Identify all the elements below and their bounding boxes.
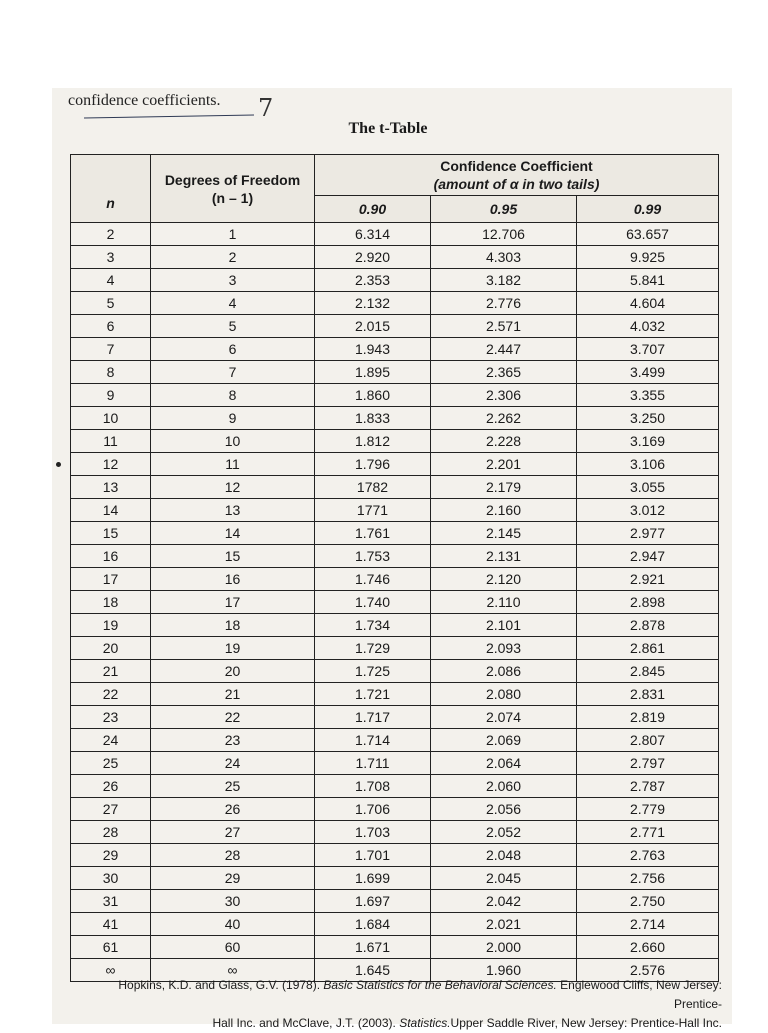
cell-099: 2.660: [577, 936, 719, 959]
table-row: [71, 361, 719, 384]
table-row: [71, 499, 719, 522]
cell-090: 1.703: [315, 821, 431, 844]
table-row: [71, 430, 719, 453]
cell-df: 27: [151, 821, 315, 844]
cell-n: 3: [71, 246, 151, 269]
cell-n: 28: [71, 821, 151, 844]
cell-090: 2.015: [315, 315, 431, 338]
cell-099: 2.831: [577, 683, 719, 706]
cell-df: 3: [151, 269, 315, 292]
cell-090: 1.746: [315, 568, 431, 591]
cell-095: 2.021: [431, 913, 577, 936]
cell-n: 11: [71, 430, 151, 453]
table-row: [71, 821, 719, 844]
cell-099: 3.250: [577, 407, 719, 430]
cell-090: 1.725: [315, 660, 431, 683]
cell-095: 2.093: [431, 637, 577, 660]
cell-099: 2.779: [577, 798, 719, 821]
cell-095: 2.064: [431, 752, 577, 775]
table-row: [71, 407, 719, 430]
cell-099: 63.657: [577, 223, 719, 246]
cell-090: 1.761: [315, 522, 431, 545]
cell-df: 26: [151, 798, 315, 821]
citation-part1: Hopkins, K.D. and Glass, G.V. (1978).: [118, 978, 324, 992]
cell-df: 29: [151, 867, 315, 890]
cell-n: 6: [71, 315, 151, 338]
citation: [70, 976, 722, 1033]
cell-099: 2.977: [577, 522, 719, 545]
cell-095: 2.110: [431, 591, 577, 614]
cell-099: 2.878: [577, 614, 719, 637]
cell-n: 5: [71, 292, 151, 315]
cell-090: 1.943: [315, 338, 431, 361]
cell-090: 1771: [315, 499, 431, 522]
cell-095: 2.262: [431, 407, 577, 430]
cell-df: 13: [151, 499, 315, 522]
cell-df: 30: [151, 890, 315, 913]
cell-095: 2.042: [431, 890, 577, 913]
cell-090: 1.684: [315, 913, 431, 936]
cell-df: 23: [151, 729, 315, 752]
margin-mark: [56, 462, 61, 467]
citation-part2: Englewood Cliffs, New Jersey: Prentice-: [556, 978, 722, 1011]
cell-n: 8: [71, 361, 151, 384]
cell-095: 1.960: [431, 959, 577, 982]
cell-df: 20: [151, 660, 315, 683]
citation-part3: Hall Inc. and McClave, J.T. (2003).: [212, 1016, 400, 1030]
cell-df: 5: [151, 315, 315, 338]
cell-n: 31: [71, 890, 151, 913]
cell-090: 1.714: [315, 729, 431, 752]
cell-090: 1.706: [315, 798, 431, 821]
cell-090: 1.717: [315, 706, 431, 729]
cell-df: 14: [151, 522, 315, 545]
table-row: [71, 706, 719, 729]
table-row: [71, 683, 719, 706]
cell-df: 10: [151, 430, 315, 453]
cell-095: 2.060: [431, 775, 577, 798]
table-row: [71, 844, 719, 867]
cell-df: 60: [151, 936, 315, 959]
citation-part4: Upper Saddle River, New Jersey: Prentice-Hall Inc.: [450, 1016, 722, 1030]
t-table-container: [70, 154, 718, 982]
cell-df: 2: [151, 246, 315, 269]
cell-095: 2.000: [431, 936, 577, 959]
cell-095: 2.145: [431, 522, 577, 545]
cell-095: 2.056: [431, 798, 577, 821]
table-row: [71, 545, 719, 568]
table-body: [71, 223, 719, 982]
cell-df: 8: [151, 384, 315, 407]
table-row: [71, 315, 719, 338]
cell-090: 1.697: [315, 890, 431, 913]
cell-df: 15: [151, 545, 315, 568]
cell-099: 5.841: [577, 269, 719, 292]
table-row: [71, 660, 719, 683]
header-degrees-of-freedom: [151, 155, 315, 223]
cell-099: 2.714: [577, 913, 719, 936]
cell-095: 2.074: [431, 706, 577, 729]
header-col-095: 0.95: [431, 196, 577, 223]
cell-099: 9.925: [577, 246, 719, 269]
cell-095: 2.306: [431, 384, 577, 407]
cell-099: 3.169: [577, 430, 719, 453]
cell-df: 18: [151, 614, 315, 637]
cell-df: 24: [151, 752, 315, 775]
cell-n: 61: [71, 936, 151, 959]
cell-099: 3.707: [577, 338, 719, 361]
cell-095: 2.179: [431, 476, 577, 499]
table-row: [71, 913, 719, 936]
table-row: [71, 867, 719, 890]
cell-n: 20: [71, 637, 151, 660]
table-row: [71, 591, 719, 614]
cell-095: 2.228: [431, 430, 577, 453]
cell-n: 12: [71, 453, 151, 476]
cell-095: 2.776: [431, 292, 577, 315]
cell-099: 2.750: [577, 890, 719, 913]
header-confidence-coefficient: [315, 155, 719, 196]
cell-099: 2.771: [577, 821, 719, 844]
cell-n: 7: [71, 338, 151, 361]
cell-090: 2.920: [315, 246, 431, 269]
intro-text: confidence coefficients.: [68, 92, 221, 109]
cell-n: 17: [71, 568, 151, 591]
cell-095: 12.706: [431, 223, 577, 246]
table-row: [71, 476, 719, 499]
cell-090: 2.353: [315, 269, 431, 292]
citation-book1: Basic Statistics for the Behavioral Sciences.: [323, 978, 557, 992]
cell-095: 2.160: [431, 499, 577, 522]
cell-099: 2.921: [577, 568, 719, 591]
cell-n: 18: [71, 591, 151, 614]
cell-090: 1.711: [315, 752, 431, 775]
cell-n: 30: [71, 867, 151, 890]
cell-n: 19: [71, 614, 151, 637]
cell-df: 21: [151, 683, 315, 706]
cell-df: 17: [151, 591, 315, 614]
cell-099: 3.355: [577, 384, 719, 407]
header-col-090: 0.90: [315, 196, 431, 223]
cell-df: 40: [151, 913, 315, 936]
cell-090: 1.708: [315, 775, 431, 798]
cell-099: 2.861: [577, 637, 719, 660]
cell-df: 7: [151, 361, 315, 384]
cell-n: 16: [71, 545, 151, 568]
table-row: [71, 614, 719, 637]
table-row: [71, 338, 719, 361]
table-row: [71, 637, 719, 660]
table-row: [71, 292, 719, 315]
cell-n: 29: [71, 844, 151, 867]
cell-095: 2.048: [431, 844, 577, 867]
cell-095: 2.045: [431, 867, 577, 890]
cell-n: 9: [71, 384, 151, 407]
cell-099: 2.898: [577, 591, 719, 614]
cell-099: 3.055: [577, 476, 719, 499]
cell-n: 21: [71, 660, 151, 683]
table-row: [71, 384, 719, 407]
cell-095: 2.101: [431, 614, 577, 637]
cell-095: 2.201: [431, 453, 577, 476]
cell-095: 4.303: [431, 246, 577, 269]
cell-df: ∞: [151, 959, 315, 982]
cell-df: 25: [151, 775, 315, 798]
cell-095: 3.182: [431, 269, 577, 292]
table-row: [71, 890, 719, 913]
cell-090: 1.729: [315, 637, 431, 660]
citation-book2: Statistics.: [399, 1016, 451, 1030]
cell-095: 2.052: [431, 821, 577, 844]
table-title: The t-Table: [348, 120, 428, 137]
cell-df: 9: [151, 407, 315, 430]
table-row: [71, 798, 719, 821]
cell-090: 1.753: [315, 545, 431, 568]
cell-n: 2: [71, 223, 151, 246]
cell-090: 1.721: [315, 683, 431, 706]
header-df-line2: (n – 1): [211, 189, 254, 206]
cell-df: 11: [151, 453, 315, 476]
cell-n: ∞: [71, 959, 151, 982]
cell-099: 3.106: [577, 453, 719, 476]
cell-095: 2.069: [431, 729, 577, 752]
t-table: [70, 154, 719, 982]
cell-n: 41: [71, 913, 151, 936]
cell-099: 3.012: [577, 499, 719, 522]
cell-099: 2.845: [577, 660, 719, 683]
cell-099: 2.756: [577, 867, 719, 890]
cell-df: 12: [151, 476, 315, 499]
table-row: [71, 522, 719, 545]
cell-095: 2.080: [431, 683, 577, 706]
table-row: [71, 775, 719, 798]
header-df-line1: Degrees of Freedom: [164, 171, 301, 188]
cell-099: 2.797: [577, 752, 719, 775]
cell-099: 3.499: [577, 361, 719, 384]
cell-090: 1.796: [315, 453, 431, 476]
cell-090: 1.860: [315, 384, 431, 407]
cell-099: 4.604: [577, 292, 719, 315]
cell-095: 2.131: [431, 545, 577, 568]
cell-n: 26: [71, 775, 151, 798]
cell-090: 1.701: [315, 844, 431, 867]
cell-095: 2.447: [431, 338, 577, 361]
table-row: [71, 752, 719, 775]
cell-n: 4: [71, 269, 151, 292]
cell-n: 14: [71, 499, 151, 522]
table-row: [71, 246, 719, 269]
cell-099: 2.763: [577, 844, 719, 867]
table-row: [71, 269, 719, 292]
cell-090: 1.734: [315, 614, 431, 637]
cell-n: 15: [71, 522, 151, 545]
cell-099: 2.819: [577, 706, 719, 729]
cell-099: 2.807: [577, 729, 719, 752]
cell-090: 6.314: [315, 223, 431, 246]
cell-df: 16: [151, 568, 315, 591]
cell-n: 23: [71, 706, 151, 729]
cell-n: 27: [71, 798, 151, 821]
table-row: [71, 568, 719, 591]
header-cc-line2: (amount of α in two tails): [433, 176, 600, 192]
header-cc-line1: Confidence Coefficient: [440, 158, 593, 174]
cell-df: 22: [151, 706, 315, 729]
cell-df: 19: [151, 637, 315, 660]
cell-df: 6: [151, 338, 315, 361]
cell-095: 2.571: [431, 315, 577, 338]
cell-090: 1.895: [315, 361, 431, 384]
header-col-099: 0.99: [577, 196, 719, 223]
cell-090: 1.699: [315, 867, 431, 890]
cell-095: 2.086: [431, 660, 577, 683]
cell-n: 13: [71, 476, 151, 499]
cell-090: 2.132: [315, 292, 431, 315]
cell-df: 28: [151, 844, 315, 867]
cell-090: 1.812: [315, 430, 431, 453]
cell-090: 1.645: [315, 959, 431, 982]
cell-090: 1.671: [315, 936, 431, 959]
cell-n: 24: [71, 729, 151, 752]
handwritten-mark: 7: [258, 94, 274, 122]
table-row: [71, 936, 719, 959]
cell-099: 2.787: [577, 775, 719, 798]
cell-095: 2.365: [431, 361, 577, 384]
cell-n: 22: [71, 683, 151, 706]
cell-n: 25: [71, 752, 151, 775]
cell-df: 4: [151, 292, 315, 315]
cell-099: 4.032: [577, 315, 719, 338]
cell-099: 2.576: [577, 959, 719, 982]
cell-090: 1782: [315, 476, 431, 499]
table-row: [71, 453, 719, 476]
cell-n: 10: [71, 407, 151, 430]
table-row: [71, 729, 719, 752]
cell-df: 1: [151, 223, 315, 246]
cell-099: 2.947: [577, 545, 719, 568]
table-row: [71, 223, 719, 246]
cell-095: 2.120: [431, 568, 577, 591]
header-n: n: [71, 155, 151, 223]
cell-090: 1.833: [315, 407, 431, 430]
cell-090: 1.740: [315, 591, 431, 614]
